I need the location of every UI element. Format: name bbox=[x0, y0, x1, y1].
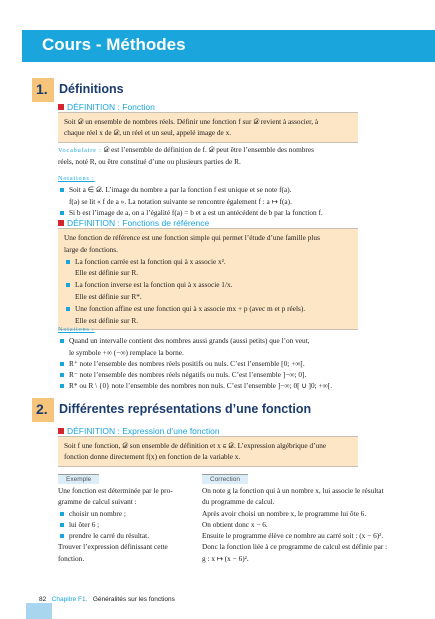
definition-line: large de fonctions. bbox=[64, 244, 118, 254]
notations-block-1 bbox=[58, 172, 358, 218]
correction-line: On obtient donc x − 6. bbox=[202, 519, 268, 529]
list-item: R⁺ note l’ensemble des nombres réels positifs ou nuls. C’est l’ensemble [0; +∞[. bbox=[58, 358, 358, 369]
correction-line: g : x ↦ (x − 6)². bbox=[202, 553, 249, 563]
list-item: Soit a ∈ 𝒟. L’image du nombre a par la fonction f est unique et se note f(a). bbox=[58, 184, 358, 195]
section-2-heading bbox=[32, 398, 412, 422]
correction-column bbox=[202, 473, 388, 564]
header-bar bbox=[22, 30, 435, 62]
correction-line: du programme de calcul. bbox=[202, 497, 275, 507]
section-number-badge bbox=[32, 398, 54, 422]
list-item: Quand un intervalle contient des nombres aussi grands (aussi petits) que l’on veut, bbox=[58, 335, 358, 346]
section-number: 1. bbox=[36, 81, 48, 97]
example-column bbox=[58, 473, 202, 564]
notations-label: Notations : bbox=[58, 175, 95, 182]
definition-label: DÉFINITION : Fonction bbox=[67, 102, 155, 112]
list-item: lui ôter 6 ; bbox=[58, 519, 202, 530]
definition-line: fonction donne directement f(x) en fonction de la variable x. bbox=[64, 452, 241, 462]
correction-line: Ensuite le programme élève ce nombre au carré soit : (x − 6)². bbox=[202, 531, 384, 541]
list-item: La fonction inverse est la fonction qui à x associe 1/x. bbox=[64, 279, 352, 291]
list-item-continuation: Elle est définie sur R. bbox=[75, 315, 139, 325]
page-title: Cours - Méthodes bbox=[42, 35, 186, 54]
definition-heading-expression bbox=[58, 426, 220, 436]
correction-tab: Correction bbox=[202, 474, 248, 484]
definition-label: DÉFINITION : Expression d’une fonction bbox=[67, 426, 220, 436]
vocabulary-note bbox=[58, 144, 358, 168]
chapter-label: Chapitre F1. bbox=[51, 596, 88, 603]
list-item-continuation: Elle est définie sur R. bbox=[75, 268, 139, 278]
list-item: R* ou R \ {0} note l’ensemble des nombres non nuls. C’est l’ensemble ]−∞; 0[ ∪ ]0; +∞[. bbox=[58, 380, 358, 391]
definition-heading-reference bbox=[58, 218, 209, 228]
list-item: Une fonction affine est une fonction qui à x associe mx + p (avec m et p réels). bbox=[64, 303, 352, 315]
example-tab: Exemple bbox=[58, 474, 99, 484]
definition-box-expression bbox=[58, 436, 358, 467]
definition-box-fonction bbox=[58, 112, 358, 143]
square-bullet-icon bbox=[58, 104, 64, 110]
vocabulary-line: réels, noté R, ou être constitué d’une ou plusieurs parties de R. bbox=[58, 157, 241, 167]
section-number: 2. bbox=[36, 401, 48, 417]
definition-box-reference bbox=[58, 228, 358, 330]
definition-label: DÉFINITION : Fonctions de référence bbox=[67, 218, 210, 228]
correction-line: Après avoir choisi un nombre x, le programme lui ôte 6. bbox=[202, 508, 367, 518]
footer-decoration bbox=[26, 603, 52, 619]
list-item: Si b est l’image de a, on a l’égalité f(a) = b et a est un antécédent de b par la fonction f. bbox=[58, 207, 358, 218]
example-line: fonction. bbox=[58, 553, 85, 563]
section-title: Différentes représentations d’une fonction bbox=[59, 402, 312, 416]
list-item-continuation: Elle est définie sur R*. bbox=[75, 291, 142, 301]
definition-line: Soit f une fonction, 𝒟 son ensemble de définition et x ∈ 𝒟. L’expression algébrique d’une bbox=[64, 441, 327, 450]
list-item-continuation: f(a) se lit « f de a ». La notation suivante se rencontre également f : a ↦ f(a). bbox=[69, 196, 292, 206]
correction-line: Donc la fonction liée à ce programme de calcul est définie par : bbox=[202, 542, 388, 552]
chapter-title: Généralités sur les fonctions bbox=[92, 596, 175, 603]
section-number-badge bbox=[32, 78, 54, 102]
vocabulary-label: Vocabulaire : bbox=[58, 147, 102, 154]
page-footer bbox=[39, 596, 175, 603]
notations-label: Notations : bbox=[58, 326, 95, 333]
example-line: Trouver l’expression définissant cette bbox=[58, 542, 168, 552]
list-item: La fonction carrée est la fonction qui à x associe x². bbox=[64, 256, 352, 268]
vocabulary-line: 𝒟 est l’ensemble de définition de f. 𝒟 peut être l’ensemble des nombres bbox=[101, 145, 314, 154]
list-item: R⁻ note l’ensemble des nombres réels négatifs ou nuls. C’est l’ensemble ]−∞; 0]. bbox=[58, 369, 358, 380]
notations-block-2 bbox=[58, 323, 358, 392]
example-line: gramme de calcul suivant : bbox=[58, 497, 137, 507]
page-number: 82 bbox=[39, 596, 47, 603]
list-item: prendre le carré du résultat. bbox=[58, 530, 202, 541]
section-1-heading bbox=[32, 78, 412, 102]
list-item-continuation: le symbole +∞ (−∞) remplace la borne. bbox=[69, 347, 184, 357]
definition-line: chaque réel x de 𝒟, un réel et un seul, appelé image de x. bbox=[64, 128, 232, 138]
correction-line: On note g la fonction qui à un nombre x, lui associe le résultat bbox=[202, 486, 384, 495]
definition-line: Une fonction de référence est une fonction simple qui permet l’étude d’une famille plus bbox=[64, 233, 320, 242]
section-title: Définitions bbox=[59, 82, 124, 96]
example-line: Une fonction est déterminée par le pro- bbox=[58, 486, 173, 495]
square-bullet-icon bbox=[58, 220, 64, 226]
square-bullet-icon bbox=[58, 428, 64, 434]
list-item: choisir un nombre ; bbox=[58, 508, 202, 519]
definition-heading-fonction bbox=[58, 102, 155, 112]
definition-line: Soit 𝒟 un ensemble de nombres réels. Définir une fonction f sur 𝒟 revient à associer, à bbox=[64, 117, 319, 126]
